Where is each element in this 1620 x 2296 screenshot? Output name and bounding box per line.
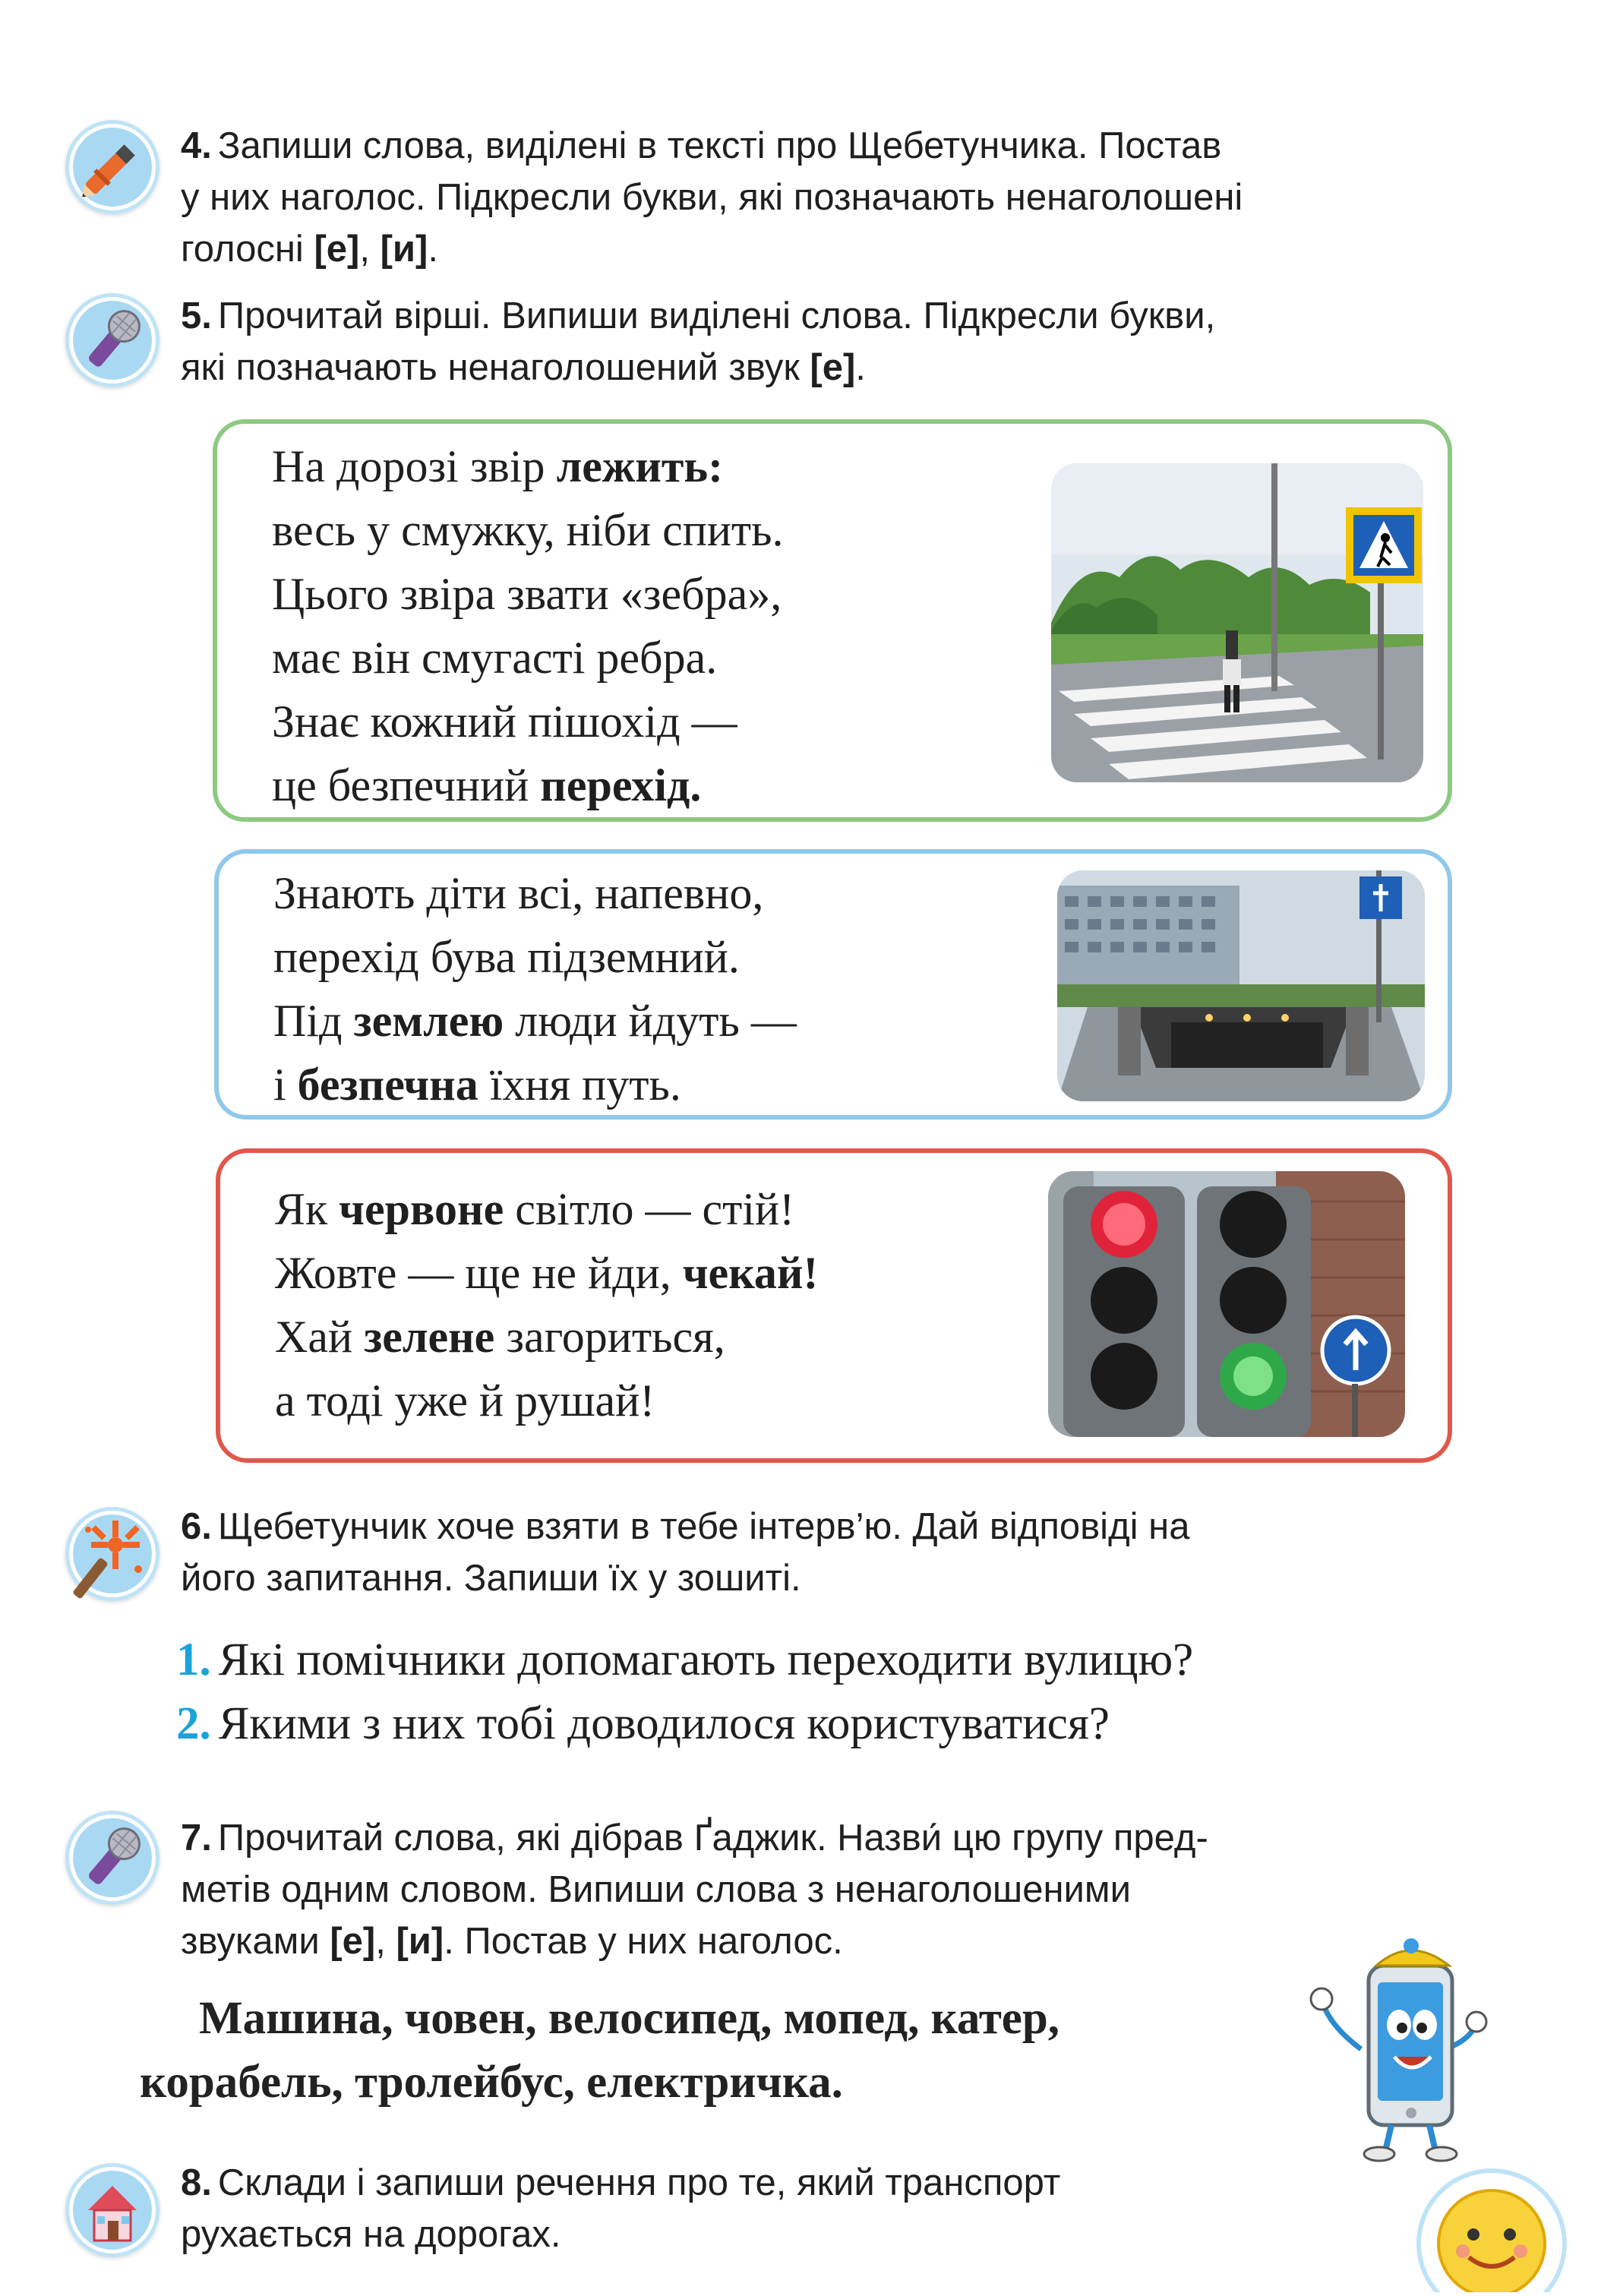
- question-item: [176, 1692, 1193, 1756]
- period: .: [855, 347, 866, 388]
- task-text: які позначають ненаголошений звук: [181, 347, 810, 388]
- task-text: голосні: [181, 229, 314, 270]
- pen-icon: [65, 120, 159, 214]
- zebra-crossing-photo: [1051, 463, 1423, 782]
- question-text: Які помічники допомагають переходити вулицю?: [218, 1634, 1194, 1685]
- word-list-line-1: Машина, човен, велосипед, мопед, катер,: [199, 1993, 1060, 2044]
- traffic-light-photo: [1048, 1171, 1405, 1437]
- task-text: Прочитай слова, які дібрав Ґаджик. Назви́ цю групу пред-: [217, 1818, 1208, 1859]
- highlighted-word: зелене: [364, 1312, 495, 1362]
- task-text: Щебетунчик хоче взяти в тебе інтерв’ю. Дай відповіді на: [217, 1506, 1190, 1547]
- question-list: [176, 1628, 1193, 1756]
- task-number: 5.: [181, 295, 212, 336]
- highlighted-word: землею: [353, 996, 504, 1046]
- task-number: 6.: [181, 1506, 212, 1547]
- poem-box-zebra: [213, 419, 1452, 822]
- task-text: звуками: [181, 1921, 330, 1962]
- sound-i: [и]: [396, 1921, 444, 1962]
- microphone-icon: [65, 293, 159, 387]
- poem-line: перехід бува підземний.: [273, 932, 740, 982]
- separator: ,: [375, 1921, 396, 1962]
- highlighted-word: чекай!: [682, 1248, 819, 1298]
- task-number: 7.: [181, 1818, 212, 1859]
- task-text: Склади і запиши речення про те, який транспорт: [217, 2162, 1061, 2203]
- task-text: Прочитай вірші. Випиши виділені слова. Підкресли букви,: [217, 295, 1216, 336]
- poem-line: Знає кожний пішохід —: [272, 696, 737, 747]
- separator: ,: [359, 229, 381, 270]
- task-number: 4.: [181, 125, 212, 166]
- gadget-character-illustration: [1300, 1935, 1498, 2163]
- sound-e: [е]: [330, 1921, 376, 1962]
- poem-box-traffic-light: [216, 1148, 1452, 1463]
- task-text: Запиши слова, виділені в тексті про Щебетунчика. Постав: [217, 125, 1222, 166]
- smiley-face-decoration: [1413, 2165, 1572, 2292]
- poem-line: це безпечний перехід.: [272, 760, 702, 810]
- task-text: метів одним словом. Випиши слова з ненаголошеними: [181, 1869, 1131, 1910]
- question-number: 1.: [176, 1634, 211, 1685]
- poem-box-underpass: [214, 849, 1452, 1120]
- task-6: [181, 1501, 1502, 1604]
- poem-line: і безпечна їхня путь.: [273, 1060, 681, 1110]
- poem-text: [272, 434, 784, 817]
- poem-line: має він смугасті ребра.: [272, 633, 718, 683]
- poem-line: Як червоне світло — стій!: [275, 1184, 795, 1234]
- task-4: [181, 120, 1502, 275]
- task-text: у них наголос. Підкресли букви, які позначають ненаголошені: [181, 177, 1243, 218]
- highlighted-word: лежить:: [556, 441, 724, 491]
- house-icon: [65, 2163, 159, 2257]
- highlighted-word: безпечна: [297, 1060, 478, 1110]
- task-5: [181, 290, 1502, 393]
- sound-i: [и]: [380, 229, 428, 270]
- task-8: [181, 2157, 1350, 2260]
- highlighted-word: перехід.: [540, 760, 702, 810]
- poem-line: весь у смужку, ніби спить.: [272, 505, 784, 555]
- question-item: [176, 1628, 1193, 1692]
- period: .: [428, 229, 438, 270]
- task-text: рухається на дорогах.: [181, 2214, 561, 2255]
- poem-line: Жовте — ще не йди, чекай!: [275, 1248, 819, 1298]
- word-list-line-2: корабель, тролейбус, електричка.: [140, 2057, 843, 2108]
- sound-e: [е]: [314, 229, 360, 270]
- microphone-icon: [65, 1811, 159, 1905]
- question-number: 2.: [176, 1698, 211, 1749]
- highlighted-word: червоне: [339, 1184, 504, 1234]
- poem-line: Цього звіра звати «зебра»,: [272, 569, 782, 619]
- poem-text: [273, 861, 797, 1116]
- poem-line: Під землею люди йдуть —: [273, 996, 797, 1046]
- task-text: . Постав у них наголос.: [444, 1921, 843, 1962]
- sound-e: [е]: [810, 347, 856, 388]
- poem-line: На дорозі звір лежить:: [272, 441, 724, 491]
- task-text: його запитання. Запиши їх у зошиті.: [181, 1558, 801, 1599]
- magic-wand-icon: [65, 1507, 159, 1601]
- poem-line: Знають діти всі, напевно,: [273, 868, 764, 918]
- poem-text: [275, 1177, 818, 1432]
- poem-line: Хай зелене загориться,: [275, 1312, 725, 1362]
- question-text: Якими з них тобі доводилося користуватися?: [218, 1698, 1110, 1749]
- task-number: 8.: [181, 2162, 212, 2203]
- poem-line: а тоді уже й рушай!: [275, 1375, 655, 1426]
- underpass-photo: [1057, 870, 1425, 1101]
